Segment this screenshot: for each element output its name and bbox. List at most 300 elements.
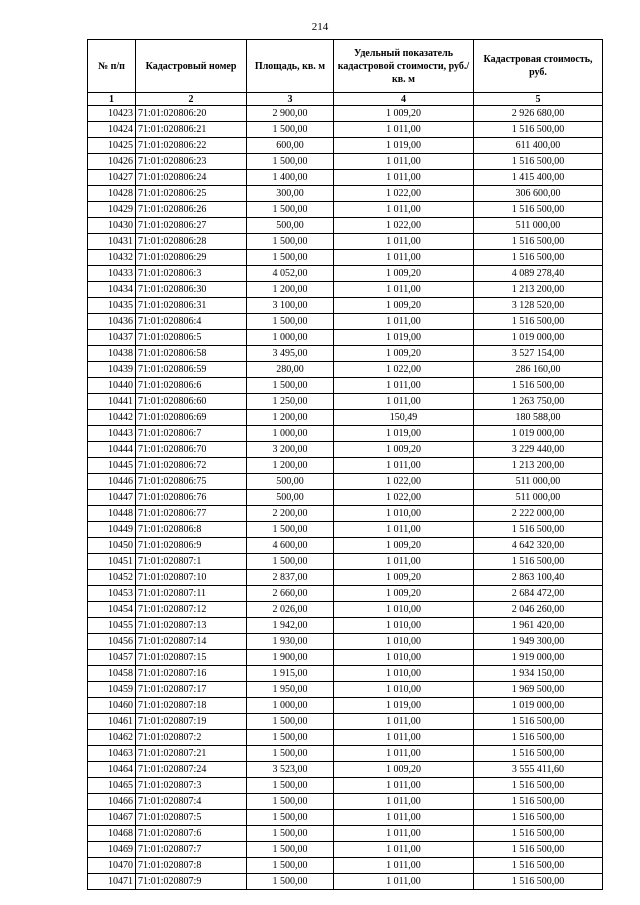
cadastral-number-cell: 71:01:020807:12 (136, 602, 247, 618)
specific-value-cell: 1 022,00 (334, 362, 474, 378)
cadastral-number-cell: 71:01:020806:31 (136, 298, 247, 314)
table-row (88, 698, 603, 714)
row-number-cell: 10451 (88, 554, 136, 570)
cadastral-number-cell: 71:01:020807:16 (136, 666, 247, 682)
specific-value-cell: 1 011,00 (334, 314, 474, 330)
cadastral-value-cell: 180 588,00 (474, 410, 603, 426)
area-cell: 1 000,00 (247, 330, 334, 346)
area-cell: 4 052,00 (247, 266, 334, 282)
specific-value-cell: 1 010,00 (334, 618, 474, 634)
specific-value-cell: 1 011,00 (334, 202, 474, 218)
specific-value-cell: 1 011,00 (334, 842, 474, 858)
cadastral-number-cell: 71:01:020806:28 (136, 234, 247, 250)
area-cell: 1 500,00 (247, 794, 334, 810)
row-number-cell: 10433 (88, 266, 136, 282)
table-header (88, 40, 603, 106)
row-number-cell: 10438 (88, 346, 136, 362)
specific-value-cell: 1 010,00 (334, 666, 474, 682)
table-row (88, 874, 603, 890)
cadastral-number-cell: 71:01:020806:22 (136, 138, 247, 154)
row-number-cell: 10439 (88, 362, 136, 378)
cadastral-value-cell: 2 684 472,00 (474, 586, 603, 602)
area-cell: 2 660,00 (247, 586, 334, 602)
cadastral-number-cell: 71:01:020807:4 (136, 794, 247, 810)
area-cell: 1 500,00 (247, 826, 334, 842)
area-cell: 1 500,00 (247, 234, 334, 250)
cadastral-number-cell: 71:01:020807:24 (136, 762, 247, 778)
cadastral-number-cell: 71:01:020806:26 (136, 202, 247, 218)
specific-value-cell: 1 010,00 (334, 650, 474, 666)
cadastral-value-cell: 611 400,00 (474, 138, 603, 154)
specific-value-cell: 1 011,00 (334, 522, 474, 538)
area-cell: 1 500,00 (247, 314, 334, 330)
table-row (88, 266, 603, 282)
table-row (88, 666, 603, 682)
table-row (88, 442, 603, 458)
specific-value-cell: 1 010,00 (334, 634, 474, 650)
row-number-cell: 10425 (88, 138, 136, 154)
table-row (88, 794, 603, 810)
table-row (88, 586, 603, 602)
area-cell: 1 915,00 (247, 666, 334, 682)
specific-value-cell: 1 011,00 (334, 794, 474, 810)
specific-value-cell: 1 009,20 (334, 538, 474, 554)
table-row (88, 506, 603, 522)
cadastral-number-cell: 71:01:020807:5 (136, 810, 247, 826)
row-number-cell: 10440 (88, 378, 136, 394)
area-cell: 1 930,00 (247, 634, 334, 650)
cadastral-value-cell: 2 046 260,00 (474, 602, 603, 618)
area-cell: 2 026,00 (247, 602, 334, 618)
table-row (88, 426, 603, 442)
row-number-cell: 10453 (88, 586, 136, 602)
table-row (88, 122, 603, 138)
area-cell: 1 250,00 (247, 394, 334, 410)
area-cell: 1 500,00 (247, 810, 334, 826)
cadastral-value-cell: 1 516 500,00 (474, 874, 603, 890)
specific-value-cell: 1 019,00 (334, 138, 474, 154)
table-row (88, 378, 603, 394)
cadastral-value-cell: 1 516 500,00 (474, 314, 603, 330)
table-row (88, 810, 603, 826)
area-cell: 2 900,00 (247, 106, 334, 122)
area-cell: 1 500,00 (247, 714, 334, 730)
page-number: 214 (311, 21, 329, 33)
specific-value-cell: 1 009,20 (334, 266, 474, 282)
header-row-number: № п/п (88, 40, 136, 93)
table-row (88, 762, 603, 778)
cadastral-value-cell: 2 863 100,40 (474, 570, 603, 586)
row-number-cell: 10470 (88, 858, 136, 874)
area-cell: 280,00 (247, 362, 334, 378)
table-row (88, 170, 603, 186)
row-number-cell: 10463 (88, 746, 136, 762)
cadastral-value-cell: 1 516 500,00 (474, 122, 603, 138)
cadastral-number-cell: 71:01:020806:23 (136, 154, 247, 170)
cadastral-number-cell: 71:01:020806:4 (136, 314, 247, 330)
row-number-cell: 10427 (88, 170, 136, 186)
cadastral-number-cell: 71:01:020806:20 (136, 106, 247, 122)
row-number-cell: 10434 (88, 282, 136, 298)
area-cell: 1 950,00 (247, 682, 334, 698)
table-row (88, 730, 603, 746)
cadastral-value-cell: 3 229 440,00 (474, 442, 603, 458)
cadastral-value-cell: 1 516 500,00 (474, 202, 603, 218)
cadastral-number-cell: 71:01:020807:15 (136, 650, 247, 666)
row-number-cell: 10428 (88, 186, 136, 202)
area-cell: 1 500,00 (247, 778, 334, 794)
row-number-cell: 10448 (88, 506, 136, 522)
area-cell: 500,00 (247, 490, 334, 506)
specific-value-cell: 150,49 (334, 410, 474, 426)
table-row (88, 634, 603, 650)
table-row (88, 346, 603, 362)
area-cell: 1 500,00 (247, 154, 334, 170)
specific-value-cell: 1 011,00 (334, 858, 474, 874)
row-number-cell: 10437 (88, 330, 136, 346)
cadastral-number-cell: 71:01:020806:77 (136, 506, 247, 522)
area-cell: 1 500,00 (247, 122, 334, 138)
specific-value-cell: 1 010,00 (334, 602, 474, 618)
cadastral-number-cell: 71:01:020807:2 (136, 730, 247, 746)
row-number-cell: 10444 (88, 442, 136, 458)
row-number-cell: 10429 (88, 202, 136, 218)
row-number-cell: 10443 (88, 426, 136, 442)
area-cell: 1 200,00 (247, 458, 334, 474)
table-row (88, 778, 603, 794)
table-row (88, 186, 603, 202)
specific-value-cell: 1 009,20 (334, 106, 474, 122)
specific-value-cell: 1 011,00 (334, 234, 474, 250)
cadastral-number-cell: 71:01:020806:25 (136, 186, 247, 202)
row-number-cell: 10457 (88, 650, 136, 666)
table-row (88, 858, 603, 874)
specific-value-cell: 1 019,00 (334, 426, 474, 442)
area-cell: 1 400,00 (247, 170, 334, 186)
cadastral-value-cell: 1 019 000,00 (474, 426, 603, 442)
row-number-cell: 10436 (88, 314, 136, 330)
row-number-cell: 10432 (88, 250, 136, 266)
area-cell: 3 100,00 (247, 298, 334, 314)
specific-value-cell: 1 011,00 (334, 282, 474, 298)
row-number-cell: 10441 (88, 394, 136, 410)
column-number-row (88, 93, 603, 106)
table-row (88, 554, 603, 570)
specific-value-cell: 1 011,00 (334, 874, 474, 890)
cadastral-number-cell: 71:01:020806:60 (136, 394, 247, 410)
cadastral-number-cell: 71:01:020806:59 (136, 362, 247, 378)
cadastral-number-cell: 71:01:020807:7 (136, 842, 247, 858)
row-number-cell: 10452 (88, 570, 136, 586)
row-number-cell: 10465 (88, 778, 136, 794)
cadastral-value-cell: 511 000,00 (474, 474, 603, 490)
column-number: 2 (136, 93, 247, 106)
row-number-cell: 10442 (88, 410, 136, 426)
cadastral-value-cell: 1 516 500,00 (474, 826, 603, 842)
cadastral-value-cell: 1 019 000,00 (474, 330, 603, 346)
cadastral-value-cell: 1 516 500,00 (474, 154, 603, 170)
cadastral-number-cell: 71:01:020807:9 (136, 874, 247, 890)
row-number-cell: 10454 (88, 602, 136, 618)
cadastral-value-cell: 3 527 154,00 (474, 346, 603, 362)
cadastral-number-cell: 71:01:020807:6 (136, 826, 247, 842)
area-cell: 1 900,00 (247, 650, 334, 666)
area-cell: 1 200,00 (247, 282, 334, 298)
cadastral-number-cell: 71:01:020806:29 (136, 250, 247, 266)
area-cell: 1 000,00 (247, 698, 334, 714)
cadastral-number-cell: 71:01:020807:13 (136, 618, 247, 634)
cadastral-value-cell: 511 000,00 (474, 490, 603, 506)
area-cell: 1 200,00 (247, 410, 334, 426)
specific-value-cell: 1 011,00 (334, 170, 474, 186)
cadastral-value-cell: 1 415 400,00 (474, 170, 603, 186)
row-number-cell: 10469 (88, 842, 136, 858)
area-cell: 1 500,00 (247, 202, 334, 218)
area-cell: 3 200,00 (247, 442, 334, 458)
cadastral-number-cell: 71:01:020807:3 (136, 778, 247, 794)
table-row (88, 250, 603, 266)
specific-value-cell: 1 022,00 (334, 186, 474, 202)
cadastral-value-cell: 1 934 150,00 (474, 666, 603, 682)
cadastral-value-cell: 3 128 520,00 (474, 298, 603, 314)
area-cell: 1 500,00 (247, 554, 334, 570)
column-number: 1 (88, 93, 136, 106)
cadastral-number-cell: 71:01:020806:75 (136, 474, 247, 490)
cadastral-value-cell: 3 555 411,60 (474, 762, 603, 778)
table-row (88, 394, 603, 410)
area-cell: 3 495,00 (247, 346, 334, 362)
area-cell: 1 500,00 (247, 874, 334, 890)
header-area: Площадь, кв. м (247, 40, 334, 93)
cadastral-number-cell: 71:01:020807:18 (136, 698, 247, 714)
specific-value-cell: 1 009,20 (334, 346, 474, 362)
row-number-cell: 10462 (88, 730, 136, 746)
cadastral-number-cell: 71:01:020806:8 (136, 522, 247, 538)
cadastral-value-cell: 1 516 500,00 (474, 378, 603, 394)
area-cell: 1 500,00 (247, 378, 334, 394)
cadastral-value-cell: 1 949 300,00 (474, 634, 603, 650)
row-number-cell: 10458 (88, 666, 136, 682)
row-number-cell: 10471 (88, 874, 136, 890)
cadastral-number-cell: 71:01:020806:58 (136, 346, 247, 362)
cadastral-value-cell: 2 222 000,00 (474, 506, 603, 522)
specific-value-cell: 1 011,00 (334, 730, 474, 746)
table-row (88, 746, 603, 762)
area-cell: 1 000,00 (247, 426, 334, 442)
cadastral-value-cell: 4 089 278,40 (474, 266, 603, 282)
row-number-cell: 10460 (88, 698, 136, 714)
area-cell: 1 500,00 (247, 746, 334, 762)
specific-value-cell: 1 011,00 (334, 826, 474, 842)
area-cell: 1 942,00 (247, 618, 334, 634)
area-cell: 1 500,00 (247, 842, 334, 858)
table-row (88, 202, 603, 218)
table-row (88, 362, 603, 378)
row-number-cell: 10431 (88, 234, 136, 250)
cadastral-number-cell: 71:01:020806:9 (136, 538, 247, 554)
cadastral-number-cell: 71:01:020807:10 (136, 570, 247, 586)
table-row (88, 490, 603, 506)
cadastral-value-cell: 1 516 500,00 (474, 554, 603, 570)
cadastral-value-table (87, 39, 603, 890)
cadastral-number-cell: 71:01:020807:1 (136, 554, 247, 570)
cadastral-value-cell: 1 969 500,00 (474, 682, 603, 698)
specific-value-cell: 1 010,00 (334, 682, 474, 698)
table-row (88, 106, 603, 122)
cadastral-number-cell: 71:01:020807:11 (136, 586, 247, 602)
area-cell: 1 500,00 (247, 522, 334, 538)
cadastral-value-cell: 1 516 500,00 (474, 234, 603, 250)
table-row (88, 682, 603, 698)
cadastral-number-cell: 71:01:020807:19 (136, 714, 247, 730)
area-cell: 4 600,00 (247, 538, 334, 554)
table-row (88, 298, 603, 314)
table-body (88, 106, 603, 890)
cadastral-value-cell: 1 516 500,00 (474, 250, 603, 266)
cadastral-number-cell: 71:01:020806:5 (136, 330, 247, 346)
header-cadastral-value: Кадастровая стоимость, руб. (474, 40, 603, 93)
row-number-cell: 10468 (88, 826, 136, 842)
cadastral-number-cell: 71:01:020806:21 (136, 122, 247, 138)
cadastral-number-cell: 71:01:020806:24 (136, 170, 247, 186)
row-number-cell: 10456 (88, 634, 136, 650)
cadastral-value-cell: 1 516 500,00 (474, 858, 603, 874)
table-row (88, 234, 603, 250)
area-cell: 500,00 (247, 218, 334, 234)
cadastral-number-cell: 71:01:020806:27 (136, 218, 247, 234)
cadastral-value-cell: 4 642 320,00 (474, 538, 603, 554)
specific-value-cell: 1 011,00 (334, 458, 474, 474)
cadastral-number-cell: 71:01:020807:8 (136, 858, 247, 874)
table-row (88, 218, 603, 234)
table-row (88, 650, 603, 666)
row-number-cell: 10447 (88, 490, 136, 506)
table-row (88, 330, 603, 346)
table-row (88, 314, 603, 330)
cadastral-value-cell: 1 213 200,00 (474, 458, 603, 474)
cadastral-value-cell: 1 263 750,00 (474, 394, 603, 410)
specific-value-cell: 1 011,00 (334, 810, 474, 826)
area-cell: 3 523,00 (247, 762, 334, 778)
row-number-cell: 10459 (88, 682, 136, 698)
specific-value-cell: 1 011,00 (334, 378, 474, 394)
row-number-cell: 10455 (88, 618, 136, 634)
specific-value-cell: 1 022,00 (334, 474, 474, 490)
cadastral-value-cell: 1 516 500,00 (474, 730, 603, 746)
specific-value-cell: 1 022,00 (334, 490, 474, 506)
table-row (88, 282, 603, 298)
specific-value-cell: 1 009,20 (334, 570, 474, 586)
table-row (88, 522, 603, 538)
area-cell: 2 200,00 (247, 506, 334, 522)
area-cell: 2 837,00 (247, 570, 334, 586)
area-cell: 600,00 (247, 138, 334, 154)
specific-value-cell: 1 011,00 (334, 250, 474, 266)
table-row (88, 138, 603, 154)
cadastral-value-cell: 1 213 200,00 (474, 282, 603, 298)
table-row (88, 538, 603, 554)
table-row (88, 826, 603, 842)
cadastral-value-cell: 1 919 000,00 (474, 650, 603, 666)
area-cell: 1 500,00 (247, 250, 334, 266)
table-row (88, 458, 603, 474)
cadastral-number-cell: 71:01:020806:76 (136, 490, 247, 506)
header-specific-value: Удельный показатель кадастровой стоимости, руб./кв. м (334, 40, 474, 93)
header-row (88, 40, 603, 93)
row-number-cell: 10426 (88, 154, 136, 170)
specific-value-cell: 1 019,00 (334, 330, 474, 346)
cadastral-number-cell: 71:01:020806:72 (136, 458, 247, 474)
cadastral-number-cell: 71:01:020806:6 (136, 378, 247, 394)
area-cell: 300,00 (247, 186, 334, 202)
cadastral-number-cell: 71:01:020806:70 (136, 442, 247, 458)
cadastral-value-cell: 1 516 500,00 (474, 778, 603, 794)
area-cell: 1 500,00 (247, 858, 334, 874)
cadastral-value-cell: 1 516 500,00 (474, 810, 603, 826)
header-cadastral-number: Кадастровый номер (136, 40, 247, 93)
cadastral-value-cell: 511 000,00 (474, 218, 603, 234)
cadastral-number-cell: 71:01:020807:17 (136, 682, 247, 698)
cadastral-number-cell: 71:01:020806:7 (136, 426, 247, 442)
row-number-cell: 10446 (88, 474, 136, 490)
row-number-cell: 10467 (88, 810, 136, 826)
specific-value-cell: 1 011,00 (334, 554, 474, 570)
cadastral-value-cell: 1 516 500,00 (474, 746, 603, 762)
area-cell: 1 500,00 (247, 730, 334, 746)
area-cell: 500,00 (247, 474, 334, 490)
cadastral-number-cell: 71:01:020806:30 (136, 282, 247, 298)
row-number-cell: 10430 (88, 218, 136, 234)
specific-value-cell: 1 009,20 (334, 586, 474, 602)
cadastral-value-cell: 1 516 500,00 (474, 714, 603, 730)
row-number-cell: 10445 (88, 458, 136, 474)
cadastral-value-cell: 2 926 680,00 (474, 106, 603, 122)
specific-value-cell: 1 009,20 (334, 762, 474, 778)
row-number-cell: 10435 (88, 298, 136, 314)
specific-value-cell: 1 022,00 (334, 218, 474, 234)
row-number-cell: 10464 (88, 762, 136, 778)
specific-value-cell: 1 011,00 (334, 778, 474, 794)
row-number-cell: 10466 (88, 794, 136, 810)
row-number-cell: 10424 (88, 122, 136, 138)
specific-value-cell: 1 011,00 (334, 122, 474, 138)
cadastral-value-cell: 1 516 500,00 (474, 522, 603, 538)
table-row (88, 714, 603, 730)
row-number-cell: 10449 (88, 522, 136, 538)
row-number-cell: 10423 (88, 106, 136, 122)
cadastral-value-cell: 286 160,00 (474, 362, 603, 378)
table-row (88, 474, 603, 490)
specific-value-cell: 1 011,00 (334, 746, 474, 762)
cadastral-value-cell: 1 961 420,00 (474, 618, 603, 634)
row-number-cell: 10461 (88, 714, 136, 730)
row-number-cell: 10450 (88, 538, 136, 554)
table-row (88, 602, 603, 618)
cadastral-number-cell: 71:01:020807:14 (136, 634, 247, 650)
table-row (88, 842, 603, 858)
column-number: 5 (474, 93, 603, 106)
cadastral-number-cell: 71:01:020806:69 (136, 410, 247, 426)
cadastral-number-cell: 71:01:020807:21 (136, 746, 247, 762)
column-number: 3 (247, 93, 334, 106)
cadastral-value-cell: 1 516 500,00 (474, 842, 603, 858)
cadastral-value-cell: 306 600,00 (474, 186, 603, 202)
table-row (88, 410, 603, 426)
specific-value-cell: 1 009,20 (334, 298, 474, 314)
cadastral-value-cell: 1 516 500,00 (474, 794, 603, 810)
specific-value-cell: 1 009,20 (334, 442, 474, 458)
column-number: 4 (334, 93, 474, 106)
